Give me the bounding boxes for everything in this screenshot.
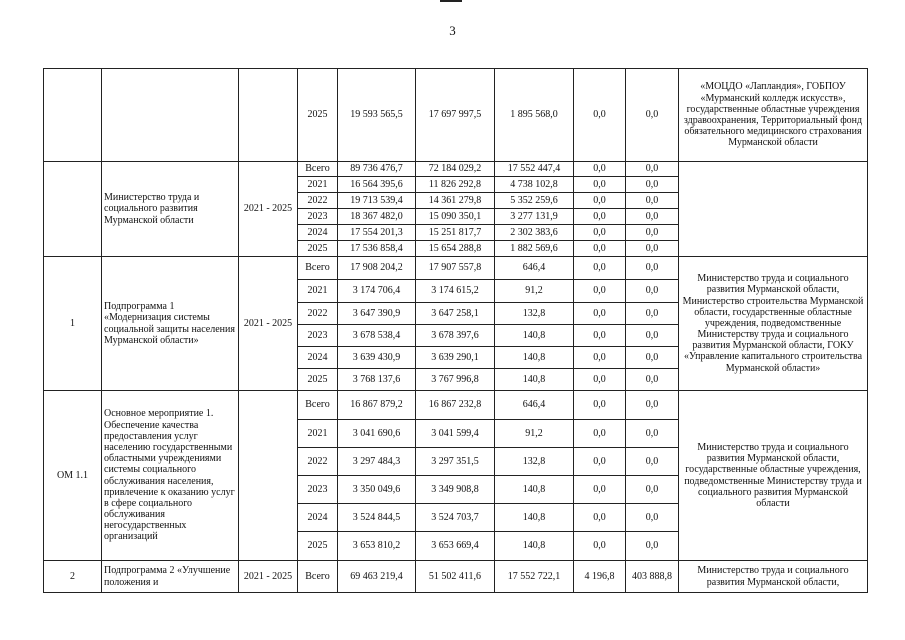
cell-federal: 3 277 131,9 xyxy=(495,209,574,225)
cell-regional: 72 184 029,2 xyxy=(416,162,495,177)
cell-other: 0,0 xyxy=(626,280,679,303)
cell-year: 2022 xyxy=(298,448,338,476)
cell-name: Основное мероприятие 1. Обеспечение качества предоставления услуг населению государственными областными учреждениями системы социального обслуживания населения, привлечение к оказанию услуг в сфере социального обслуживания негосударственных организаций xyxy=(102,391,239,561)
cell-regional: 3 524 703,7 xyxy=(416,504,495,532)
cell-local: 0,0 xyxy=(574,504,626,532)
cell-regional: 3 349 908,8 xyxy=(416,476,495,504)
table-row xyxy=(44,257,868,280)
cell-federal: 140,8 xyxy=(495,325,574,347)
cell-total: 69 463 219,4 xyxy=(338,561,416,593)
cell-regional: 17 697 997,5 xyxy=(416,69,495,162)
cell-total: 3 524 844,5 xyxy=(338,504,416,532)
cell-period xyxy=(239,69,298,162)
cell-federal: 646,4 xyxy=(495,257,574,280)
cell-other: 0,0 xyxy=(626,532,679,561)
cell-number xyxy=(44,69,102,162)
cell-federal: 140,8 xyxy=(495,369,574,391)
cell-other: 0,0 xyxy=(626,303,679,325)
page-number: 3 xyxy=(449,23,456,38)
cell-other: 0,0 xyxy=(626,369,679,391)
cell-total: 3 041 690,6 xyxy=(338,420,416,448)
cell-regional: 15 090 350,1 xyxy=(416,209,495,225)
cell-other: 0,0 xyxy=(626,177,679,193)
cell-regional: 51 502 411,6 xyxy=(416,561,495,593)
cell-local: 0,0 xyxy=(574,420,626,448)
cell-other: 0,0 xyxy=(626,420,679,448)
cell-year: 2021 xyxy=(298,280,338,303)
cell-other: 0,0 xyxy=(626,257,679,280)
cell-regional: 15 251 817,7 xyxy=(416,225,495,241)
cell-total: 3 350 049,6 xyxy=(338,476,416,504)
cell-name: Подпрограмма 2 «Улучшение положения и xyxy=(102,561,239,593)
cell-number: 1 xyxy=(44,257,102,391)
cell-total: 18 367 482,0 xyxy=(338,209,416,225)
cell-regional: 3 767 996,8 xyxy=(416,369,495,391)
cell-other: 0,0 xyxy=(626,162,679,177)
cell-other: 0,0 xyxy=(626,476,679,504)
cell-regional: 16 867 232,8 xyxy=(416,391,495,420)
cell-other: 403 888,8 xyxy=(626,561,679,593)
cell-total: 3 647 390,9 xyxy=(338,303,416,325)
cell-number: 2 xyxy=(44,561,102,593)
cell-year: 2022 xyxy=(298,303,338,325)
cell-regional: 15 654 288,8 xyxy=(416,241,495,257)
cell-local: 0,0 xyxy=(574,193,626,209)
cell-federal: 1 895 568,0 xyxy=(495,69,574,162)
cell-executor: «МОЦДО «Лапландия», ГОБПОУ «Мурманский колледж искусств», государственные областные учреждения здравоохранения, Территориальный фонд обязательного медицинского страхования Мурманской области xyxy=(679,69,868,162)
cell-regional: 3 041 599,4 xyxy=(416,420,495,448)
cell-year: Всего xyxy=(298,162,338,177)
cell-regional: 3 639 290,1 xyxy=(416,347,495,369)
cell-executor: Министерство труда и социального развития Мурманской области, Министерство строительства Мурманской области, государственные областные учреждения, подведомственные Министерству труда и социального развития Мурманской области, ГОКУ «Управление капитального строительства Мурманской области» xyxy=(679,257,868,391)
cell-regional: 11 826 292,8 xyxy=(416,177,495,193)
cell-total: 19 593 565,5 xyxy=(338,69,416,162)
cell-number: ОМ 1.1 xyxy=(44,391,102,561)
cell-year: 2025 xyxy=(298,241,338,257)
cell-other: 0,0 xyxy=(626,225,679,241)
cell-federal: 91,2 xyxy=(495,420,574,448)
cell-name: Министерство труда и социального развития Мурманской области xyxy=(102,162,239,257)
cell-federal: 646,4 xyxy=(495,391,574,420)
cell-regional: 3 647 258,1 xyxy=(416,303,495,325)
cell-other: 0,0 xyxy=(626,325,679,347)
cell-year: 2025 xyxy=(298,369,338,391)
cell-period: 2021 - 2025 xyxy=(239,561,298,593)
cell-total: 89 736 476,7 xyxy=(338,162,416,177)
cell-executor: Министерство труда и социального развития Мурманской области, xyxy=(679,561,868,593)
cell-total: 17 908 204,2 xyxy=(338,257,416,280)
cell-federal: 17 552 722,1 xyxy=(495,561,574,593)
cell-year: 2021 xyxy=(298,420,338,448)
cell-federal: 2 302 383,6 xyxy=(495,225,574,241)
cell-regional: 3 653 669,4 xyxy=(416,532,495,561)
cell-local: 0,0 xyxy=(574,532,626,561)
cell-year: 2025 xyxy=(298,69,338,162)
cell-year: Всего xyxy=(298,561,338,593)
cell-period: 2021 - 2025 xyxy=(239,162,298,257)
cell-other: 0,0 xyxy=(626,193,679,209)
cell-year: 2024 xyxy=(298,347,338,369)
cell-local: 0,0 xyxy=(574,347,626,369)
table-row xyxy=(44,391,868,420)
cell-year: 2021 xyxy=(298,177,338,193)
cell-other: 0,0 xyxy=(626,504,679,532)
cell-local: 0,0 xyxy=(574,69,626,162)
cell-year: Всего xyxy=(298,391,338,420)
cell-local: 0,0 xyxy=(574,225,626,241)
cell-total: 16 867 879,2 xyxy=(338,391,416,420)
cell-local: 0,0 xyxy=(574,303,626,325)
cell-total: 3 639 430,9 xyxy=(338,347,416,369)
cell-other: 0,0 xyxy=(626,391,679,420)
cell-local: 0,0 xyxy=(574,476,626,504)
cell-regional: 3 297 351,5 xyxy=(416,448,495,476)
table-row xyxy=(44,69,868,162)
budget-table xyxy=(43,68,868,593)
top-rule-mark xyxy=(440,0,462,2)
cell-other: 0,0 xyxy=(626,209,679,225)
cell-local: 0,0 xyxy=(574,209,626,225)
table-row xyxy=(44,561,868,593)
cell-local: 0,0 xyxy=(574,257,626,280)
cell-name xyxy=(102,69,239,162)
cell-local: 0,0 xyxy=(574,448,626,476)
cell-regional: 3 678 397,6 xyxy=(416,325,495,347)
cell-year: 2023 xyxy=(298,325,338,347)
cell-total: 3 678 538,4 xyxy=(338,325,416,347)
cell-name: Подпрограмма 1 «Модернизация системы социальной защиты населения Мурманской области» xyxy=(102,257,239,391)
cell-local: 0,0 xyxy=(574,241,626,257)
cell-total: 3 768 137,6 xyxy=(338,369,416,391)
cell-total: 19 713 539,4 xyxy=(338,193,416,209)
cell-year: 2024 xyxy=(298,504,338,532)
cell-federal: 91,2 xyxy=(495,280,574,303)
cell-federal: 17 552 447,4 xyxy=(495,162,574,177)
cell-other: 0,0 xyxy=(626,241,679,257)
cell-local: 0,0 xyxy=(574,280,626,303)
cell-local: 0,0 xyxy=(574,177,626,193)
cell-other: 0,0 xyxy=(626,347,679,369)
cell-local: 0,0 xyxy=(574,369,626,391)
cell-regional: 3 174 615,2 xyxy=(416,280,495,303)
cell-federal: 140,8 xyxy=(495,347,574,369)
cell-other: 0,0 xyxy=(626,448,679,476)
cell-total: 16 564 395,6 xyxy=(338,177,416,193)
cell-year: 2025 xyxy=(298,532,338,561)
cell-total: 3 297 484,3 xyxy=(338,448,416,476)
cell-period xyxy=(239,391,298,561)
cell-federal: 5 352 259,6 xyxy=(495,193,574,209)
cell-regional: 17 907 557,8 xyxy=(416,257,495,280)
cell-year: 2024 xyxy=(298,225,338,241)
cell-federal: 140,8 xyxy=(495,504,574,532)
cell-executor xyxy=(679,162,868,257)
cell-total: 3 653 810,2 xyxy=(338,532,416,561)
cell-year: 2023 xyxy=(298,476,338,504)
cell-local: 0,0 xyxy=(574,162,626,177)
cell-year: 2022 xyxy=(298,193,338,209)
cell-total: 17 554 201,3 xyxy=(338,225,416,241)
cell-local: 4 196,8 xyxy=(574,561,626,593)
cell-regional: 14 361 279,8 xyxy=(416,193,495,209)
cell-local: 0,0 xyxy=(574,325,626,347)
cell-federal: 140,8 xyxy=(495,476,574,504)
cell-federal: 140,8 xyxy=(495,532,574,561)
cell-federal: 132,8 xyxy=(495,448,574,476)
cell-federal: 1 882 569,6 xyxy=(495,241,574,257)
cell-total: 3 174 706,4 xyxy=(338,280,416,303)
cell-year: 2023 xyxy=(298,209,338,225)
cell-federal: 132,8 xyxy=(495,303,574,325)
table-row xyxy=(44,162,868,177)
cell-executor: Министерство труда и социального развития Мурманской области, государственные областные учреждения, подведомственные Министерству труда и социального развития Мурманской области xyxy=(679,391,868,561)
cell-year: Всего xyxy=(298,257,338,280)
cell-local: 0,0 xyxy=(574,391,626,420)
cell-total: 17 536 858,4 xyxy=(338,241,416,257)
cell-period: 2021 - 2025 xyxy=(239,257,298,391)
cell-federal: 4 738 102,8 xyxy=(495,177,574,193)
cell-number xyxy=(44,162,102,257)
cell-other: 0,0 xyxy=(626,69,679,162)
